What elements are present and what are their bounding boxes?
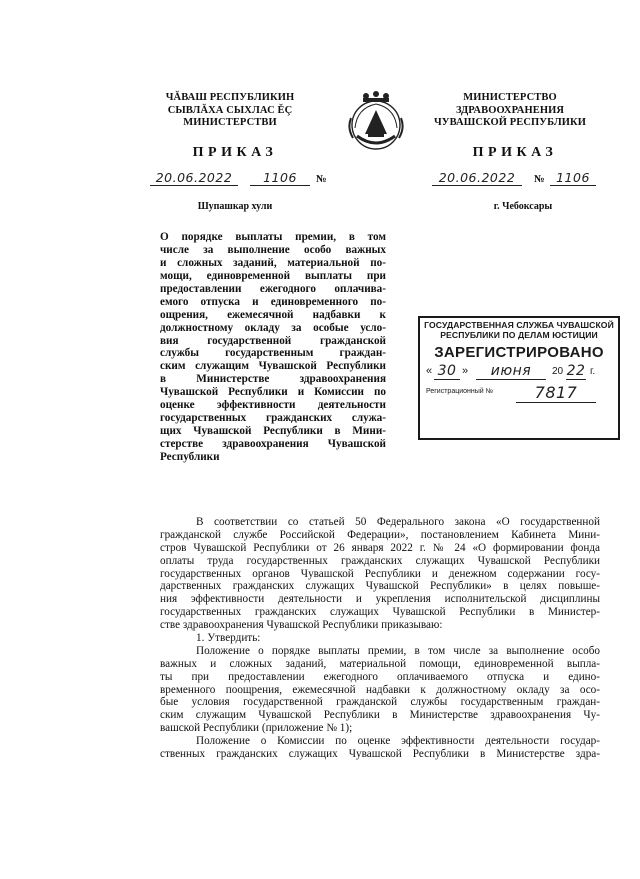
body-line: Положение о Комиссии по оценке эффективности деятельности государ- xyxy=(196,735,600,748)
title-line: ским служащим Чувашской Республики xyxy=(160,360,386,373)
header-right-line: ЗДРАВООХРАНЕНИЯ xyxy=(455,104,565,116)
title-line: вия государственной гражданской xyxy=(160,334,386,347)
body-line: вашской Республики (приложение № 1); xyxy=(160,722,353,735)
stamp-year-prefix: 20 xyxy=(552,366,564,377)
stamp-line-1: ГОСУДАРСТВЕННАЯ СЛУЖБА ЧУВАШСКОЙ xyxy=(424,320,614,330)
body-line: В соответствии со статьей 50 Федерального закона «О государственной xyxy=(196,516,600,528)
registration-stamp xyxy=(418,316,620,440)
stamp-reg-label: Регистрационный № xyxy=(426,388,494,395)
body-line: ния эффективности деятельности и укрепления исполнительской дисциплины xyxy=(160,593,600,606)
stamp-year-g: г. xyxy=(590,366,596,377)
number-sign-left: № xyxy=(316,174,327,185)
city-left: Шупашкар хули xyxy=(197,201,273,212)
body-line: оплаты труда государственных гражданских служащих Чувашской Республики xyxy=(160,554,600,567)
stamp-date-row: « 30 » июня 20 22 г. xyxy=(426,363,596,379)
emblem-icon xyxy=(343,88,409,152)
city-right: г. Чебоксары xyxy=(493,201,553,212)
title-line: стерстве здравоохранения Чувашской xyxy=(160,438,386,450)
header-left-line: ЧĂВАШ РЕСПУБЛИКИН xyxy=(165,92,295,103)
body-line: Положение о порядке выплаты премии, в том числе за выполнение особо xyxy=(196,644,600,657)
body-line: 1. Утвердить: xyxy=(196,632,261,645)
date-left: 20.06.2022 xyxy=(150,170,238,186)
title-line: ощрения, ежемесячной надбавки к xyxy=(160,308,386,321)
title-line: емого отпуска и единовременного по- xyxy=(160,295,386,308)
order-body xyxy=(160,516,600,761)
header-right xyxy=(430,92,590,130)
title-line: Республики xyxy=(160,450,220,463)
title-line: государственных гражданских служа- xyxy=(160,412,386,425)
body-line: бые условия государственной гражданской службы государственным граждан- xyxy=(160,696,600,709)
body-line: важных и сложных заданий, материальной помощи, единовременной выпла- xyxy=(160,657,600,670)
title-line: щих Чувашской Республики в Мини- xyxy=(160,425,386,438)
body-line: гражданской службе Российской Федерации», постановлением Кабинета Мини- xyxy=(160,528,600,541)
prikaz-left: ПРИКАЗ xyxy=(192,145,278,160)
title-line: службы государственным граждан- xyxy=(160,347,386,360)
title-line: и сложных заданий, материальной по- xyxy=(160,256,386,269)
body-line: ты при предоставлении ежегодного оплачиваемого отпуска и едино- xyxy=(160,670,600,683)
title-line: оценке эффективности деятельности xyxy=(160,399,386,412)
body-line: ственных гражданских служащих Чувашской Республики в Министерстве здра- xyxy=(160,748,600,761)
body-line: государственных гражданских служащих Чувашской Республики в Министер- xyxy=(160,606,600,619)
stamp-reg-number: 7817 xyxy=(516,383,596,403)
title-line: предоставлении ежегодного оплачива- xyxy=(160,282,386,295)
header-left-line: СЫВЛĂХА СЫХЛАС ĔÇ xyxy=(167,104,293,116)
body-line: дарственных гражданских служащих Чувашской Республики» в целях повыше- xyxy=(160,580,600,593)
prikaz-right: ПРИКАЗ xyxy=(472,145,558,160)
stamp-year-suffix: 22 xyxy=(566,363,586,379)
header-right-line: ЧУВАШСКОЙ РЕСПУБЛИКИ xyxy=(433,117,587,128)
header-left-line: МИНИСТЕРСТВИ xyxy=(183,117,277,128)
number-right: 1106 xyxy=(550,170,596,186)
title-line: О порядке выплаты премии, в том xyxy=(160,231,386,243)
header-right-line: МИНИСТЕРСТВО xyxy=(463,92,557,103)
order-title xyxy=(160,231,386,464)
date-right: 20.06.2022 xyxy=(432,170,522,186)
body-line: временного поощрения, ежемесячной надбавки к должностному окладу за осо- xyxy=(160,683,600,696)
stamp-day: 30 xyxy=(434,363,460,380)
title-line: мощи, единовременной выплаты при xyxy=(160,269,386,282)
body-line: государственных органов Чувашской Республики и денежном содержании госу- xyxy=(160,567,600,580)
chuvash-emblem xyxy=(343,88,409,152)
number-sign-right: № xyxy=(534,174,545,185)
body-line: ским служащим Чувашской Республики в Министерстве здравоохранения Чу- xyxy=(160,709,600,722)
number-left: 1106 xyxy=(250,170,310,186)
stamp-reg-row xyxy=(424,383,614,402)
title-line: Чувашской Республики и Комиссии по xyxy=(160,386,386,399)
stamp-registered: ЗАРЕГИСТРИРОВАНО xyxy=(434,344,604,361)
body-line: стров Чувашской Республики от 26 января 2022 г. № 24 «О формировании фонда xyxy=(160,541,600,554)
stamp-month: июня xyxy=(476,363,546,380)
title-line: числе за выполнение особо важных xyxy=(160,243,386,256)
body-line: стве здравоохранения Чувашской Республики приказываю: xyxy=(160,619,443,632)
stamp-line-2: РЕСПУБЛИКИ ПО ДЕЛАМ ЮСТИЦИИ xyxy=(440,330,598,340)
title-line: должностному окладу за особые усло- xyxy=(160,321,386,334)
header-left xyxy=(150,92,310,130)
title-line: в Министерстве здравоохранения xyxy=(160,373,386,386)
